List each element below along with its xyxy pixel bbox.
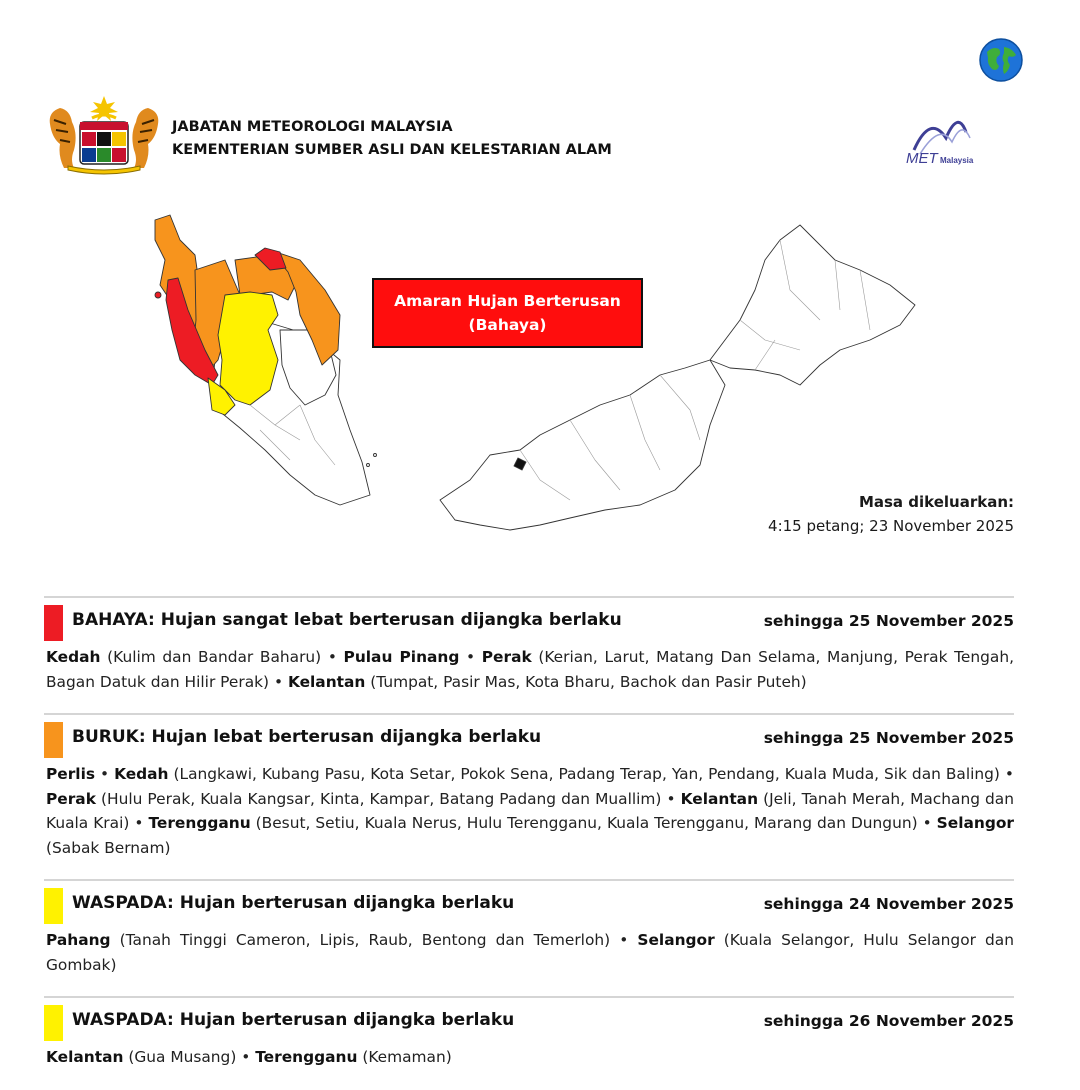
issued-label: Masa dikeluarkan: [858,493,1014,511]
area-separator: • [236,1048,256,1066]
section-areas [46,762,1014,860]
area-state: Perak [46,789,96,808]
section-areas [46,1045,1014,1070]
globe-icon [979,38,1023,82]
area-districts: (Langkawi, Kubang Pasu, Kota Setar, Pokok Sena, Padang Terap, Yan, Pendang, Kuala Muda, Sik dan Baling) [168,765,1000,783]
area-state: Kelantan [287,672,366,691]
warning-title-line2: (Bahaya) [468,316,547,334]
area-districts: (Sabak Bernam) [46,838,171,857]
section-heading: WASPADA: Hujan berterusan dijangka berlaku [72,1010,515,1030]
agency-name-line2: KEMENTERIAN SUMBER ASLI DAN KELESTARIAN ALAM [172,142,612,158]
area-districts: (Besut, Setiu, Kuala Nerus, Hulu Terengganu, Kuala Terengganu, Marang dan Dungun) [250,814,918,832]
issued-value: 4:15 petang; 23 November 2025 [768,517,1014,535]
area-state: Selangor [936,814,1014,832]
section-areas [46,645,1014,694]
section-heading: BURUK: Hujan lebat berterusan dijangka berlaku [72,727,542,747]
borneo-map-sarawak [440,360,725,530]
peninsula-map-pahang-yellow [218,292,278,405]
issued-time [768,490,1014,538]
area-state: Kelantan [680,789,759,808]
area-districts: (Kuala Selangor, Hulu Selangor dan Gombak) [46,931,1014,974]
area-state: Perak [481,648,532,666]
warning-title-box [372,278,643,348]
area-state: Pahang [46,931,111,949]
area-state: Kedah [114,765,169,783]
area-separator: • [269,672,288,691]
section-divider [44,879,1014,881]
section-until-date: sehingga 24 November 2025 [763,895,1014,913]
section-areas [46,928,1014,977]
section-divider [44,996,1014,998]
section-until-date: sehingga 25 November 2025 [763,612,1014,630]
area-districts: (Kemaman) [357,1048,452,1066]
coat-of-arms-logo [44,94,164,176]
section-heading: WASPADA: Hujan berterusan dijangka berlaku [72,893,515,913]
section-divider [44,713,1014,715]
area-separator: • [999,765,1014,783]
area-state: Perlis [46,765,96,783]
severity-bar-buruk [44,722,63,758]
area-separator: • [321,648,344,666]
area-separator: • [917,814,937,832]
area-districts: (Tanah Tinggi Cameron, Lipis, Raub, Bentong dan Temerloh) [110,931,611,949]
area-districts: (Jeli, Tanah Merah, Machang dan Kuala Krai) [46,789,1014,832]
area-separator: • [610,931,638,949]
severity-bar-waspada [44,1005,63,1041]
area-separator: • [129,814,149,832]
area-state: Pulau Pinang [343,648,460,666]
section-until-date: sehingga 26 November 2025 [763,1012,1014,1030]
severity-bar-bahaya [44,605,63,641]
area-state: Selangor [637,931,715,949]
area-separator: • [95,765,115,783]
area-state: Kedah [46,648,101,666]
area-districts: (Gua Musang) [123,1048,237,1066]
warning-title-line1: Amaran Hujan Berterusan [394,292,621,310]
agency-name-line1: JABATAN METEOROLOGI MALAYSIA [172,119,453,135]
section-until-date: sehingga 25 November 2025 [763,729,1014,747]
area-state: Kelantan [46,1048,124,1066]
area-separator: • [459,648,482,666]
area-separator: • [661,789,681,808]
area-state: Terengganu [148,814,251,832]
section-heading: BAHAYA: Hujan sangat lebat berterusan dijangka berlaku [72,610,622,630]
severity-bar-waspada [44,888,63,924]
agency-name [172,116,612,162]
area-districts: (Tumpat, Pasir Mas, Kota Bharu, Bachok dan Pasir Puteh) [365,672,807,691]
section-divider [44,596,1014,598]
met-logo-text: MET [906,150,938,166]
area-state: Terengganu [255,1048,358,1066]
area-districts: (Hulu Perak, Kuala Kangsar, Kinta, Kampar, Batang Padang dan Muallim) [95,789,662,808]
met-malaysia-logo [900,108,1015,166]
met-logo-subtext: Malaysia [940,156,974,165]
area-districts: (Kerian, Larut, Matang Dan Selama, Manjung, Perak Tengah, Bagan Datuk dan Hilir Perak) [46,648,1014,691]
area-districts: (Kulim dan Bandar Baharu) [100,648,322,666]
borneo-map-sabah [710,225,915,385]
